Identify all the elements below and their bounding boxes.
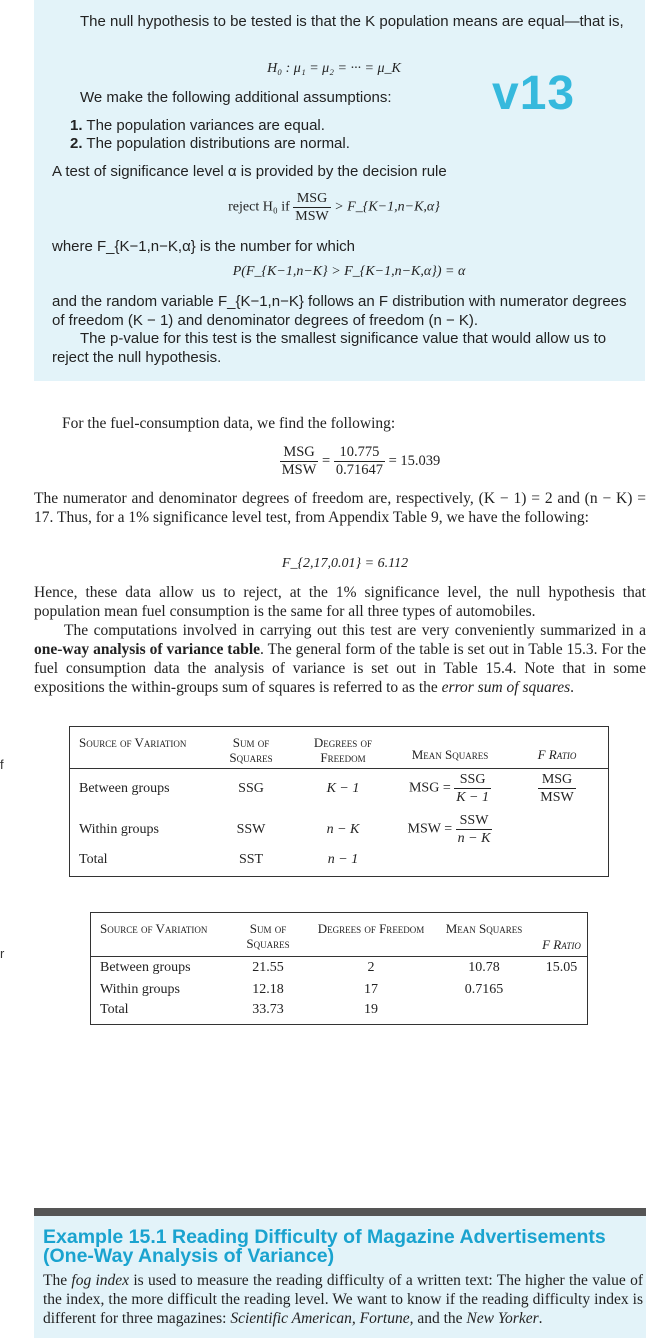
header-source: Source of Variation [79, 735, 187, 750]
table-header-row [91, 913, 588, 957]
header-mean-squares: Mean Squares [445, 921, 523, 936]
header-dof: Degrees of Freedom [317, 921, 425, 936]
anova-general-table [69, 726, 609, 877]
box-intro: The null hypothesis to be tested is that the K population means are equal—that is, [80, 13, 624, 30]
table-header-row [70, 727, 609, 769]
table-row: Total SST n − 1 [79, 851, 359, 867]
example-title: Example 15.1 Reading Difficulty of Magazine Advertisements (One-Way Analysis of Variance) [43, 1226, 606, 1267]
hypothesis-box [34, 0, 645, 381]
header-dof: Degrees of Freedom [313, 735, 373, 765]
margin-mark-f: f [0, 757, 4, 772]
example-text: The fog index is used to measure the reading difficulty of a written text: The higher the value of the index, the more difficult the reading level. We want to know if the reading difficulty index is different for three magazines: Scientific American, Fortune, and the New Yorker. [43, 1272, 643, 1327]
dof-text: The numerator and denominator degrees of freedom are, respectively, (K − 1) = 2 and (n − K) = 17. Thus, for a 1% significance level test, from Appendix Table 9, we have the following: [34, 490, 646, 526]
additional-assumptions: We make the following additional assumptions: [80, 89, 392, 106]
table-row: Between groups SSG K − 1 MSG = $\frac{\text{SSG}}{K - 1}$ $\frac{\text{MSG}}{\text{MSW}}$ [70, 769, 609, 809]
anova-fuel-table [90, 912, 588, 1025]
header-mean-squares: Mean Squares [411, 747, 489, 762]
header-f-ratio: F Ratio [537, 747, 577, 762]
msg-msw-fraction: $\frac{\text{MSG}}{\text{MSW}}$ [295, 191, 329, 224]
table-row: Within groups SSW n − K MSW = $\frac{\text{SSW}}{n - K}$ [79, 813, 491, 846]
header-source: Source of Variation [100, 921, 208, 936]
probability-formula: P(F_{K−1,n−K} > F_{K−1,n−K,α}) = α [232, 264, 466, 279]
table-row: Total 33.73 19 [100, 1001, 378, 1017]
table-row: Within groups 12.18 17 0.7165 [100, 981, 504, 997]
p-value-text: The p-value for this test is the smallest significance value that would allow us to reject the null hypothesis. [52, 330, 607, 366]
table-row: Between groups 21.55 2 10.78 15.05 [91, 957, 588, 979]
assumption-2: 2. The population distributions are normal. [70, 135, 350, 152]
header-f-ratio: F Ratio [542, 937, 581, 952]
example-box [34, 1208, 646, 1338]
header-sum-squares: Sum of Squares [229, 735, 273, 765]
where-text: where F_{K−1,n−K,α} is the number for which [52, 238, 356, 255]
margin-mark-r: r [0, 946, 5, 961]
hence-text: Hence, these data allow us to reject, at the 1% significance level, the null hypothesis that population mean fuel consumption is the same for all three types of automobiles. [34, 584, 646, 620]
example-header-bar [34, 1208, 646, 1216]
watermark-v13: v13 [492, 67, 576, 120]
significance-text: A test of significance level α is provided by the decision rule [52, 163, 447, 180]
critical-value: F_{2,17,0.01} = 6.112 [281, 556, 409, 571]
fuel-intro: For the fuel-consumption data, we find the following: [62, 415, 396, 432]
ratio-formula: $\frac{\text{MSG}}{\text{MSW}}$ = $\frac{10.775}{0.71647}$ = 15.039 [281, 444, 441, 478]
h0-formula: H₀ : μ₁ = μ₂ = ··· = μ_K [267, 61, 401, 76]
random-variable-text: and the random variable F_{K−1,n−K} follows an F distribution with numerator degrees of freedom (K − 1) and denominator degrees of freedom (n − K). [52, 293, 627, 329]
header-sum-squares: Sum of Squares [246, 921, 290, 951]
assumption-1: 1. The population variances are equal. [70, 117, 325, 134]
decision-rule: reject H₀ if $\frac{\text{MSG}}{\text{MSW}}$ > F_{K−1,n−K,α} [228, 191, 440, 224]
computations-text: The computations involved in carrying out this test are very conveniently summarized in a one-way analysis of variance table. The general form of the table is set out in Table 15.3. For the fuel consumption data the analysis of variance is set out in Table 15.4. Note that in some expositions the within-groups sum of squares is referred to as the error sum of squares. [34, 622, 646, 696]
